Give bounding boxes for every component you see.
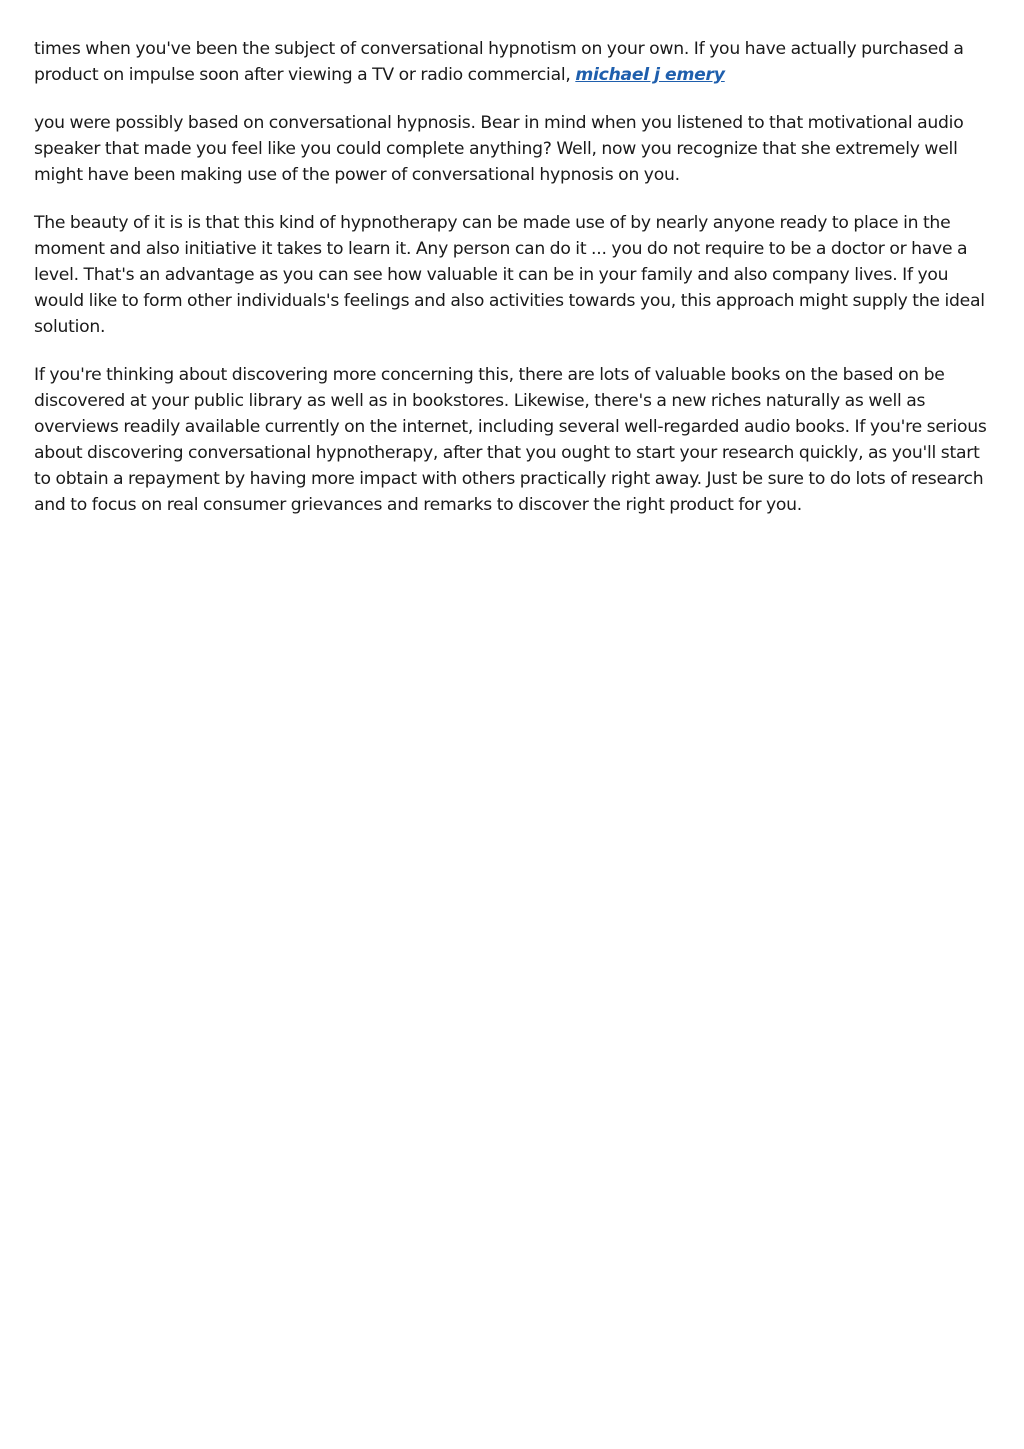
document-body	[34, 36, 994, 540]
paragraph-1	[34, 36, 994, 88]
paragraph-3: The beauty of it is is that this kind of hypnotherapy can be made use of by nearly anyone ready to place in the moment and also initiative it takes to learn it. Any person can do it ... you do not require to be a doctor or have a level. That's an advantage as you can see how valuable it can be in your family and also company lives. If you would like to form other individuals's feelings and also activities towards you, this approach might supply the ideal solution.	[34, 213, 985, 337]
paragraph-2: you were possibly based on conversational hypnosis. Bear in mind when you listened to that motivational audio speaker that made you feel like you could complete anything? Well, now you recognize that she extremely well might have been making use of the power of conversational hypnosis on you.	[34, 113, 964, 185]
paragraph-4: If you're thinking about discovering more concerning this, there are lots of valuable books on the based on be discovered at your public library as well as in bookstores. Likewise, there's a new riches naturally as well as overviews readily available currently on the internet, including several well-regarded audio books. If you're serious about discovering conversational hypnotherapy, after that you ought to start your research quickly, as you'll start to obtain a repayment by having more impact with others practically right away. Just be sure to do lots of research and to focus on real consumer grievances and remarks to discover the right product for you.	[34, 365, 987, 515]
paragraph-1-text: times when you've been the subject of conversational hypnotism on your own. If you have actually purchased a product on impulse soon after viewing a TV or radio commercial,	[34, 39, 964, 85]
michael-j-emery-link[interactable]: michael j emery	[575, 65, 725, 85]
